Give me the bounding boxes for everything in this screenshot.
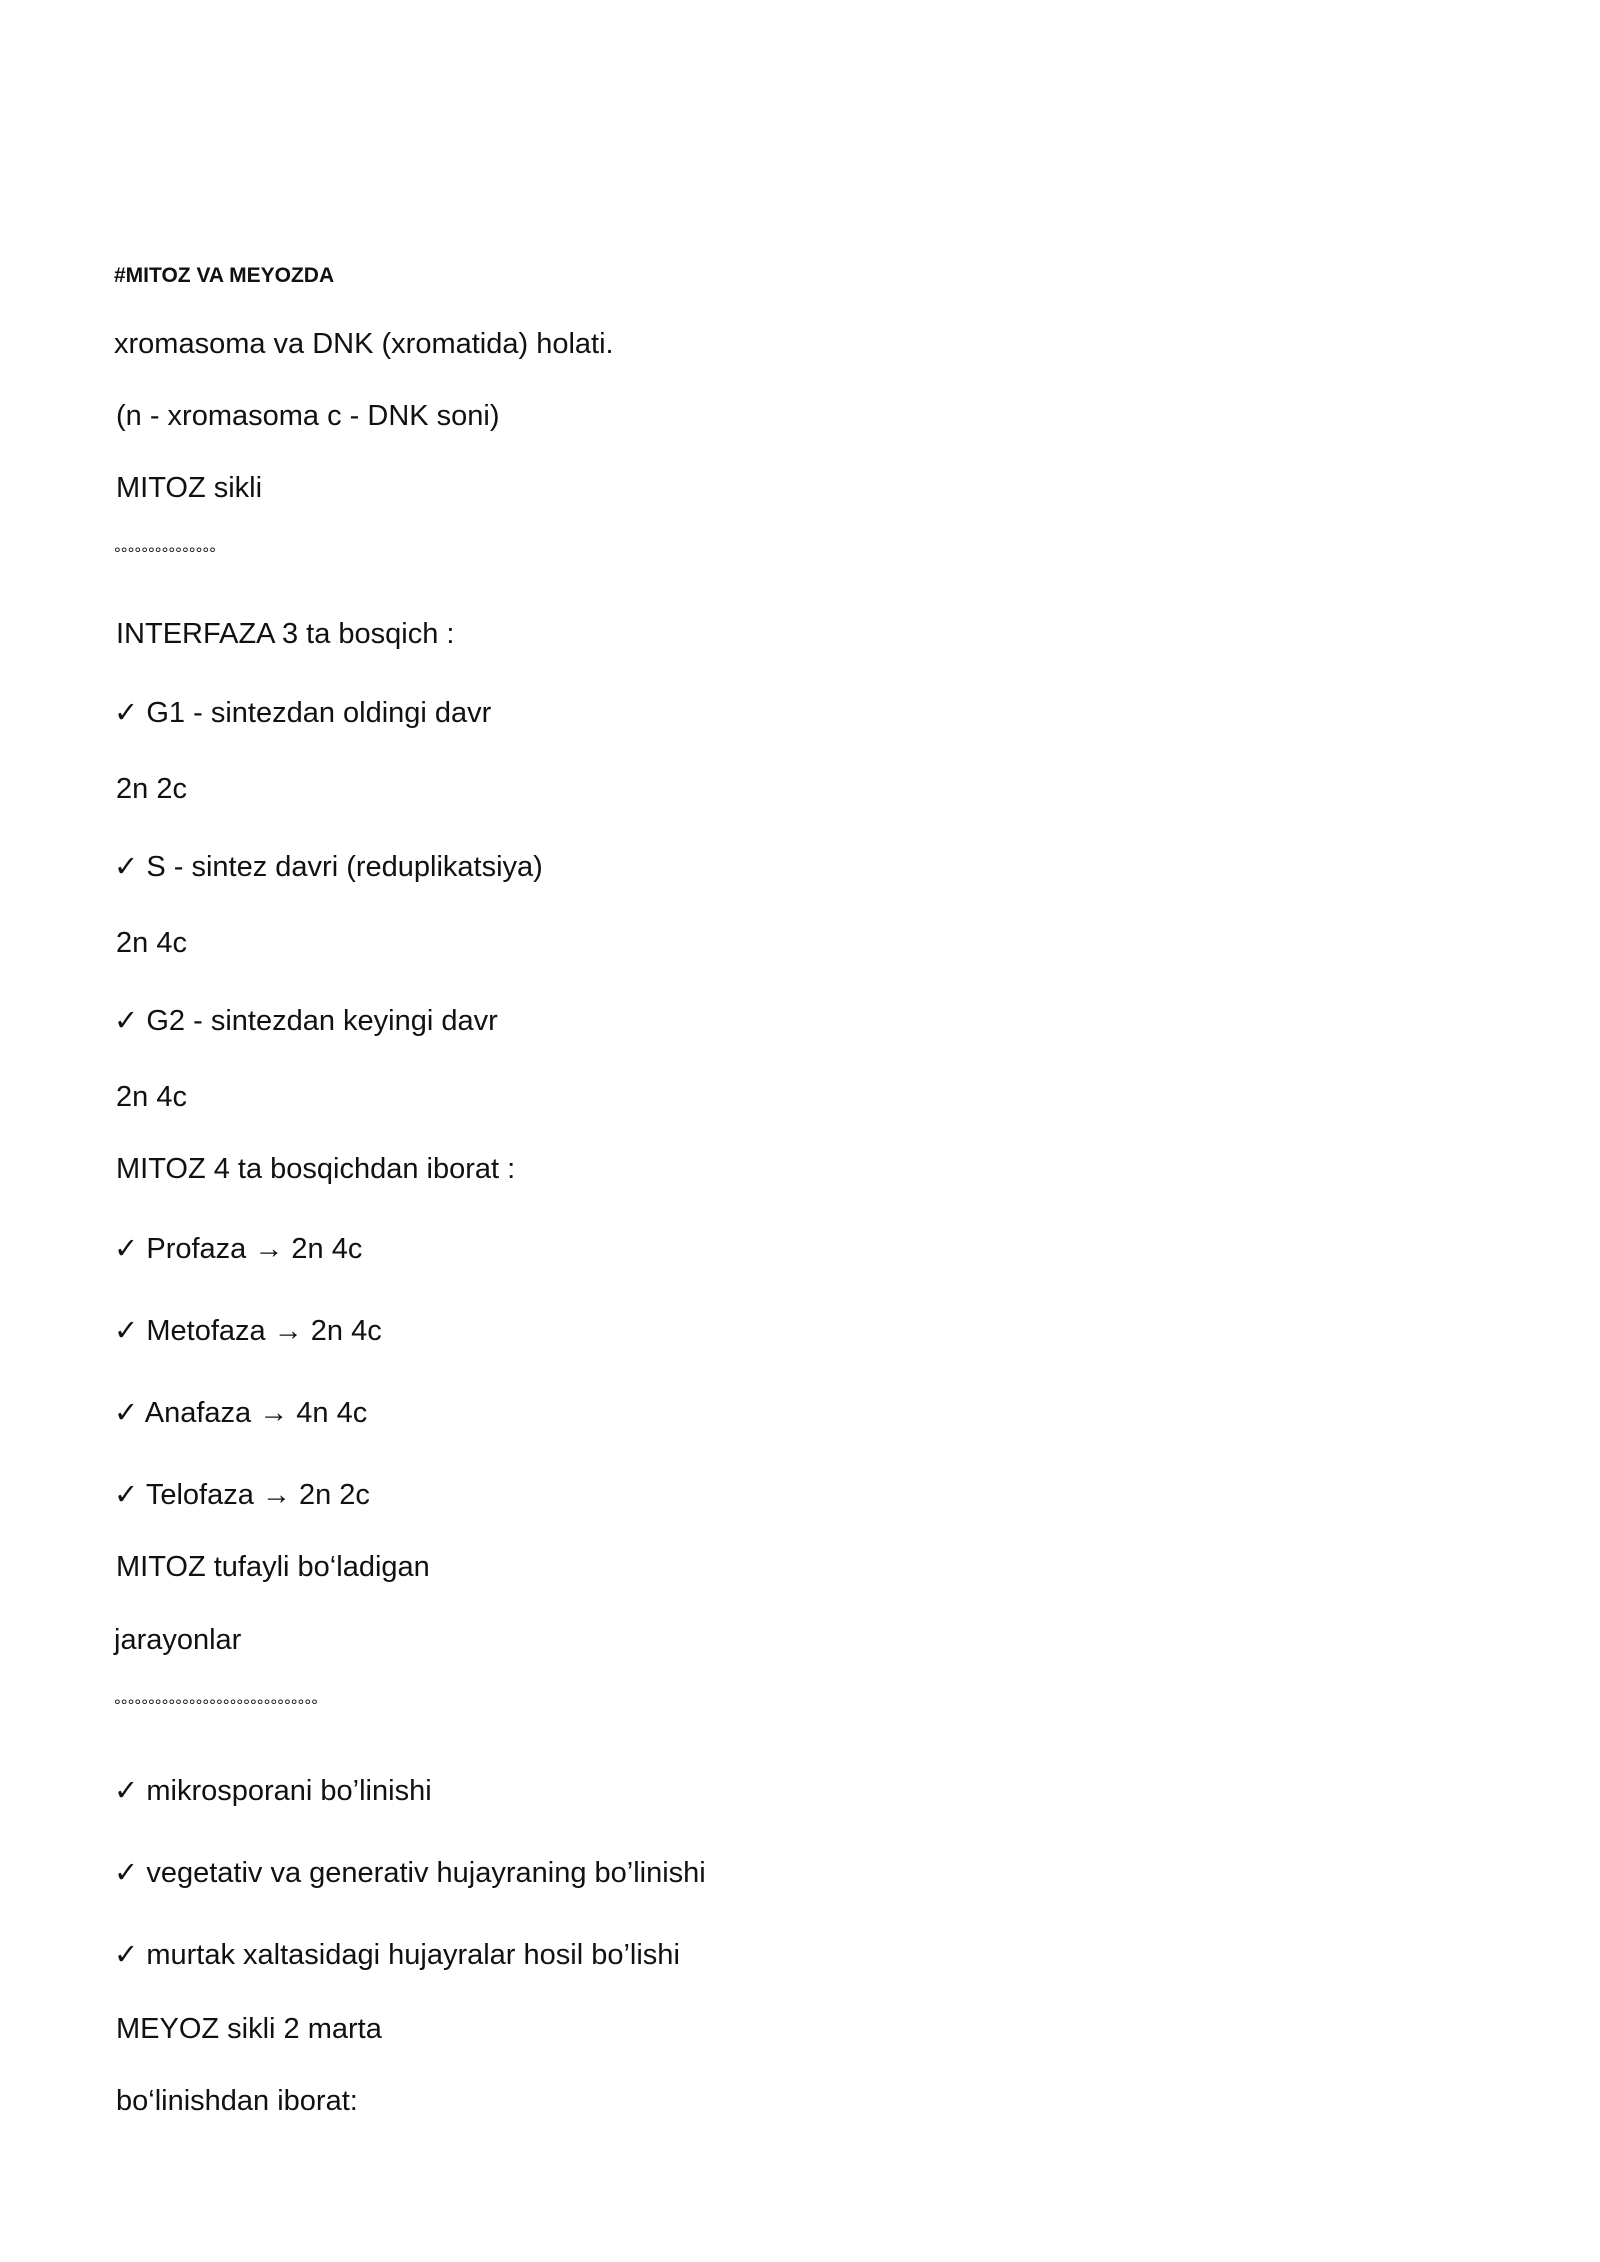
text-line-18: jarayonlar	[114, 1624, 242, 1656]
text-line-1: xromasoma va DNK (xromatida) holati.	[114, 328, 614, 360]
text-line-7: 2n 2c	[116, 773, 187, 805]
text-line-22: ✓ murtak xaltasidagi hujayralar hosil bo’lishi	[114, 1939, 680, 1971]
text-line-15: ✓ Anafaza → 4n 4c	[114, 1397, 368, 1429]
text-line-24: bo‘linishdan iborat:	[116, 2085, 358, 2117]
text-line-16: ✓ Telofaza → 2n 2c	[114, 1479, 370, 1511]
text-line-20: ✓ mikrosporani bo’linishi	[114, 1775, 432, 1807]
dots-separator-1: °°°°°°°°°°°°°°°	[114, 544, 216, 563]
text-line-9: 2n 4c	[116, 927, 187, 959]
text-line-14: ✓ Metofaza → 2n 4c	[114, 1315, 382, 1347]
text-line-2: (n - xromasoma c - DNK soni)	[116, 400, 500, 432]
text-line-5: INTERFAZA 3 ta bosqich :	[116, 618, 455, 650]
document-heading: #MITOZ VA MEYOZDA	[114, 264, 335, 287]
text-line-11: 2n 4c	[116, 1081, 187, 1113]
text-line-3: MITOZ sikli	[116, 472, 263, 504]
text-line-17: MITOZ tufayli bo‘ladigan	[116, 1551, 430, 1583]
text-line-8: ✓ S - sintez davri (reduplikatsiya)	[114, 851, 543, 883]
dots-separator-2: °°°°°°°°°°°°°°°°°°°°°°°°°°°°°°	[114, 1696, 318, 1715]
text-line-10: ✓ G2 - sintezdan keyingi davr	[114, 1005, 498, 1037]
text-line-13: ✓ Profaza → 2n 4c	[114, 1233, 363, 1265]
text-line-21: ✓ vegetativ va generativ hujayraning bo’linishi	[114, 1857, 706, 1889]
text-line-6: ✓ G1 - sintezdan oldingi davr	[114, 697, 492, 729]
text-line-23: MEYOZ sikli 2 marta	[116, 2013, 382, 2045]
text-line-12: MITOZ 4 ta bosqichdan iborat :	[116, 1153, 516, 1185]
